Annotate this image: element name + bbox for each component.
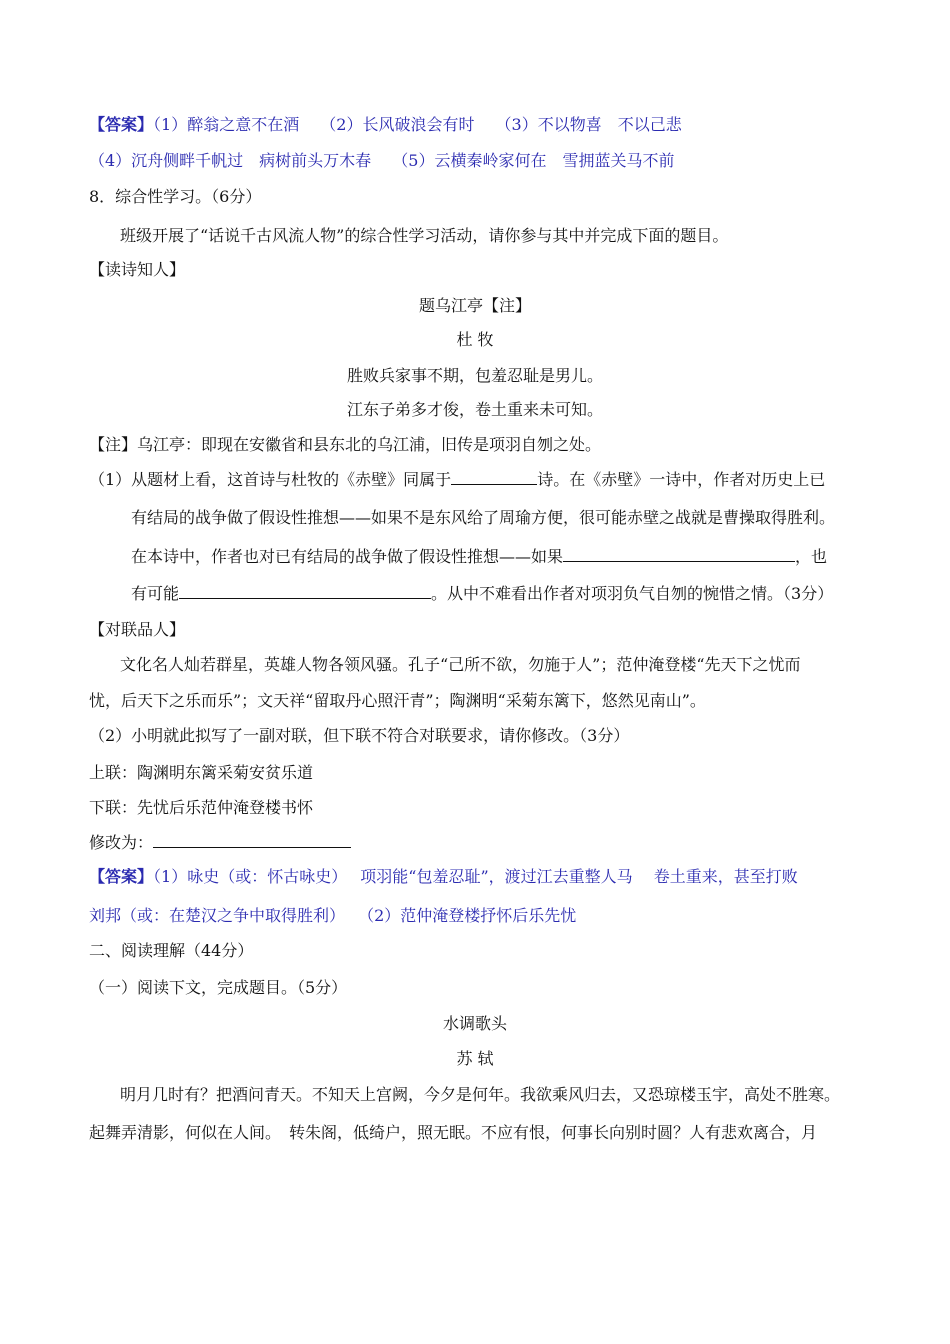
- sub-question-2: （2）小明就此拟写了一副对联，但下联不符合对联要求，请你修改。（3分）: [89, 726, 630, 745]
- answer-text: （1）醉翁之意不在酒 （2）长风破浪会有时 （3）不以物喜 不以己悲: [153, 115, 682, 134]
- sub1-text-f: 有可能: [131, 584, 180, 603]
- sub1-text-b: 诗。在《赤壁》一诗中，作者对历史上已: [537, 470, 826, 489]
- section-read-poem: 【读诗知人】: [89, 260, 186, 279]
- sub1-text-a: （1）从题材上看，这首诗与杜牧的《赤壁》同属于: [89, 470, 452, 489]
- poem-line-2: 江东子弟多才俊，卷土重来未可知。: [346, 400, 603, 419]
- poem-note: 【注】乌江亭：即现在安徽省和县东北的乌江浦，旧传是项羽自刎之处。: [89, 435, 602, 454]
- sub1-text-e: ，也: [795, 547, 828, 566]
- reading-section-title: 二、阅读理解（44分）: [89, 941, 254, 960]
- couplet-paragraph-line-1: 文化名人灿若群星，英雄人物各领风骚。孔子“己所不欲，勿施于人”；范仲淹登楼“先天下之忧而: [120, 655, 801, 674]
- poem-author: 杜 牧: [456, 330, 494, 349]
- answer-label: 【答案】: [89, 867, 154, 886]
- answer-1-line-1: [89, 114, 682, 136]
- section-couplet: 【对联品人】: [89, 620, 186, 639]
- reading-poem-author: 苏 轼: [456, 1049, 494, 1068]
- question-8-intro: 班级开展了“话说千古风流人物”的综合性学习活动，请你参与其中并完成下面的题目。: [120, 226, 729, 245]
- reading-sub-title: （一）阅读下文，完成题目。（5分）: [89, 978, 348, 997]
- answer-text: （1）咏史（或：怀古咏史） 项羽能“包羞忍耻”，渡过江去重整人马 卷土重来，甚至打败: [153, 867, 798, 886]
- reading-poem-title: 水调歌头: [442, 1014, 507, 1033]
- sub1-text-g: 。从中不难看出作者对项羽负气自刎的惋惜之情。（3分）: [431, 584, 834, 603]
- question-8-title: 8．综合性学习。（6分）: [89, 187, 262, 206]
- answer-blank-2[interactable]: [563, 545, 795, 562]
- sub-question-1-line-3: [131, 545, 827, 568]
- reading-text-line-2: 起舞弄清影，何似在人间。 转朱阁，低绮户，照无眠。不应有恨，何事长向别时圆？人有悲欢离合，月: [89, 1123, 818, 1142]
- reading-text-line-1: 明月几时有？把酒问青天。不知天上宫阙，今夕是何年。我欲乘风归去，又恐琼楼玉宇，高处不胜寒。: [120, 1085, 841, 1104]
- sub1-text-d: 在本诗中，作者也对已有结局的战争做了假设性推想——如果: [131, 547, 564, 566]
- answer-2-line-2: 刘邦（或：在楚汉之争中取得胜利） （2）范仲淹登楼抒怀后乐先忧: [89, 906, 577, 925]
- poem-line-1: 胜败兵家事不期，包羞忍耻是男儿。: [346, 366, 603, 385]
- answer-2-line-1: [89, 866, 798, 888]
- answer-blank-1[interactable]: [451, 468, 537, 485]
- couplet-modify: [89, 831, 351, 854]
- couplet-lower: 下联：先忧后乐范仲淹登楼书怀: [89, 798, 314, 817]
- sub-question-1-line-2: 有结局的战争做了假设性推想——如果不是东风给了周瑜方便，很可能赤壁之战就是曹操取得胜利。: [131, 508, 836, 527]
- sub-question-1-line-4: [131, 582, 833, 605]
- couplet-paragraph-line-2: 忧，后天下之乐而乐”；文天祥“留取丹心照汗青”；陶渊明“采菊东篱下，悠然见南山”。: [89, 691, 706, 710]
- sub-question-1-line-1: [89, 468, 825, 491]
- modify-label: 修改为：: [89, 833, 154, 852]
- couplet-upper: 上联：陶渊明东篱采菊安贫乐道: [89, 763, 314, 782]
- poem-title: 题乌江亭【注】: [418, 296, 531, 315]
- answer-label: 【答案】: [89, 115, 154, 134]
- answer-1-line-2: （4）沉舟侧畔千帆过 病树前头万木春 （5）云横秦岭家何在 雪拥蓝关马不前: [89, 151, 675, 170]
- answer-blank-4[interactable]: [153, 831, 351, 848]
- answer-blank-3[interactable]: [179, 582, 431, 599]
